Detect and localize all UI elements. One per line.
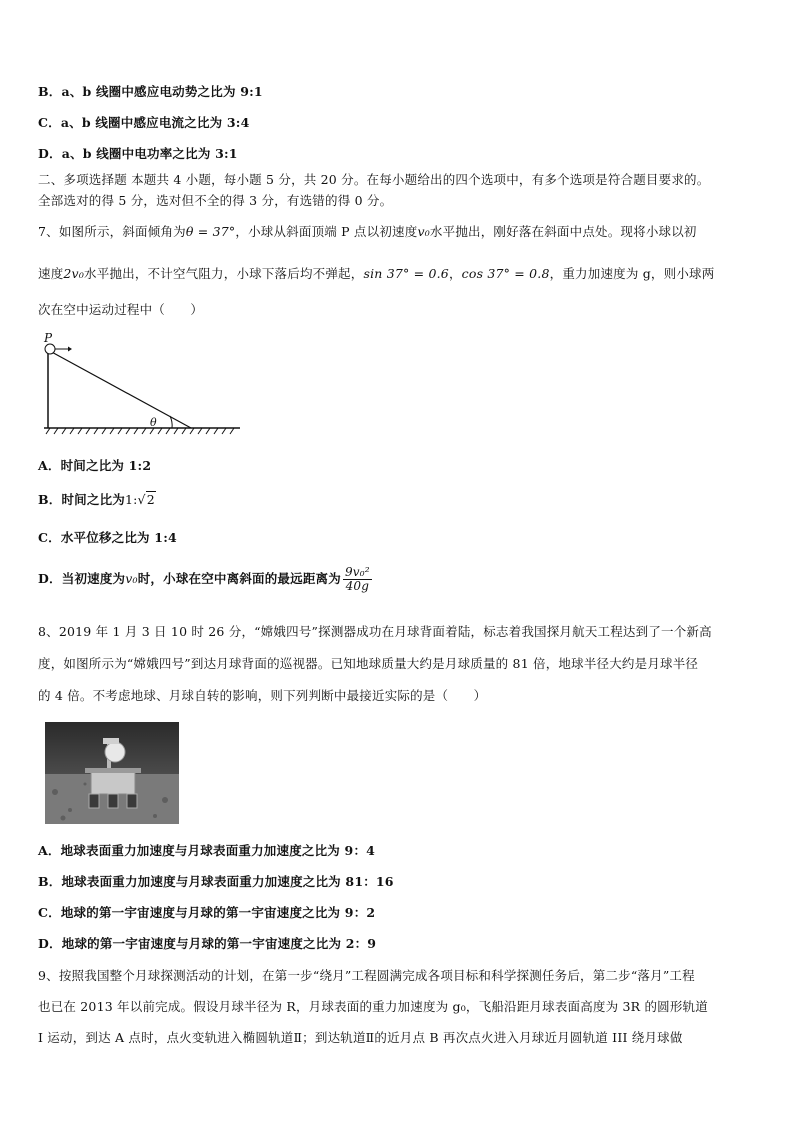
- rover-solar-panel: [85, 768, 141, 773]
- q9-stem-line-3: I 运动，到达 A 点时，点火变轨进入椭圆轨道Ⅱ；到达轨道Ⅱ的近月点 B 再次点火进入月球近月圆轨道 III 绕月球做: [38, 1030, 683, 1045]
- q8-option-b: B．地球表面重力加速度与月球表面重力加速度之比为 81：16: [38, 874, 394, 889]
- q7-option-b-text: B．时间之比为: [38, 492, 125, 507]
- q7-sin-expression: sin 37° = 0.6: [363, 266, 449, 281]
- q7-cos-expression: cos 37° = 0.8: [461, 266, 550, 281]
- label-p: P: [44, 331, 53, 345]
- q7-comma: ，: [448, 266, 462, 281]
- rover-photo: [45, 722, 179, 824]
- incline-slope: [48, 350, 191, 428]
- section-instructions: 全部选对的得 5 分，选对但不全的得 3 分，有选错的得 0 分。: [38, 193, 393, 208]
- q7-theta-expression: θ = 37°: [185, 224, 236, 239]
- q7-option-d-text-a: D．当初速度为: [38, 571, 126, 586]
- rover-antenna-dish: [105, 742, 125, 762]
- ground-hatching: [46, 428, 234, 434]
- q8-stem-line-2: 度，如图所示为“嫦娥四号”到达月球背面的巡视器。已知地球质量大约是月球质量的 81 倍，地球半径大约是月球半径: [38, 656, 699, 671]
- q7-2v0-symbol: 2v₀: [63, 266, 85, 281]
- q8-option-d: D．地球的第一宇宙速度与月球的第一宇宙速度之比为 2：9: [38, 936, 377, 951]
- q8-stem-line-1: 8、2019 年 1 月 3 日 10 时 26 分，“嫦娥四号”探测器成功在月球背面着陆，标志着我国探月航天工程达到了一个新高: [38, 624, 712, 639]
- section-heading-multi-choice: 二、多项选择题 本题共 4 小题，每小题 5 分，共 20 分。在每小题给出的四个选项中，有多个选项是符合题目要求的。: [38, 172, 710, 187]
- incline-figure: [38, 330, 248, 438]
- q7-option-b-ratio: 1:: [124, 492, 138, 507]
- option-c-current-ratio: C．a、b 线圈中感应电流之比为 3:4: [38, 115, 250, 130]
- option-d-power-ratio: D．a、b 线圈中电功率之比为 3:1: [38, 146, 238, 161]
- rover-body: [91, 772, 135, 794]
- q7-stem-text-d: 速度: [38, 266, 64, 281]
- q7-option-a: A．时间之比为 1:2: [38, 458, 152, 473]
- q7-stem-line-3: 次在空中运动过程中（ ）: [38, 302, 204, 317]
- distance-fraction: [343, 566, 372, 593]
- sqrt-symbol: √2: [137, 492, 155, 507]
- q7-option-b: [38, 492, 156, 508]
- q7-option-d-text-b: 时，小球在空中离斜面的最远距离为: [137, 571, 341, 586]
- fraction-denominator: 40g: [345, 579, 370, 593]
- rover-camera-head: [103, 738, 119, 744]
- q7-option-d-v0: v₀: [125, 571, 138, 586]
- q7-stem-text-a: 7、如图所示，斜面倾角为: [38, 224, 186, 239]
- q7-stem-text-f: ，重力加速度为 g，则小球两: [549, 266, 715, 281]
- velocity-arrowhead: [68, 347, 72, 352]
- label-theta: θ: [150, 416, 157, 429]
- q7-stem-text-b: ，小球从斜面顶端 P 点以初速度: [235, 224, 418, 239]
- q9-stem-line-2: 也已在 2013 年以前完成。假设月球半径为 R，月球表面的重力加速度为 g₀，飞船沿距月球表面高度为 3R 的圆形轨道: [38, 999, 708, 1014]
- q8-stem-line-3: 的 4 倍。不考虑地球、月球自转的影响，则下列判断中最接近实际的是（ ）: [38, 688, 487, 703]
- ball: [45, 344, 55, 354]
- q7-stem-line-1: [38, 224, 697, 240]
- rover-wheels: [89, 794, 137, 808]
- fraction-numerator: 9v₀²: [344, 565, 370, 579]
- q7-option-d: [38, 566, 372, 593]
- q7-option-c: C．水平位移之比为 1:4: [38, 530, 177, 545]
- option-b-emf-ratio: B．a、b 线圈中感应电动势之比为 9:1: [38, 84, 263, 99]
- q7-option-b-radicand: 2: [146, 492, 155, 507]
- q7-stem-text-c: 水平抛出，刚好落在斜面中点处。现将小球以初: [429, 224, 697, 239]
- q8-option-c: C．地球的第一宇宙速度与月球的第一宇宙速度之比为 9：2: [38, 905, 376, 920]
- q9-stem-line-1: 9、按照我国整个月球探测活动的计划，在第一步“绕月”工程圆满完成各项目标和科学探测任务后，第二步“落月”工程: [38, 968, 695, 983]
- q7-stem-text-e: 水平抛出，不计空气阻力，小球下落后均不弹起，: [84, 266, 364, 281]
- q7-stem-line-2: [38, 266, 714, 282]
- q8-option-a: A．地球表面重力加速度与月球表面重力加速度之比为 9：4: [38, 843, 376, 858]
- q7-v0-symbol: v₀: [417, 224, 430, 239]
